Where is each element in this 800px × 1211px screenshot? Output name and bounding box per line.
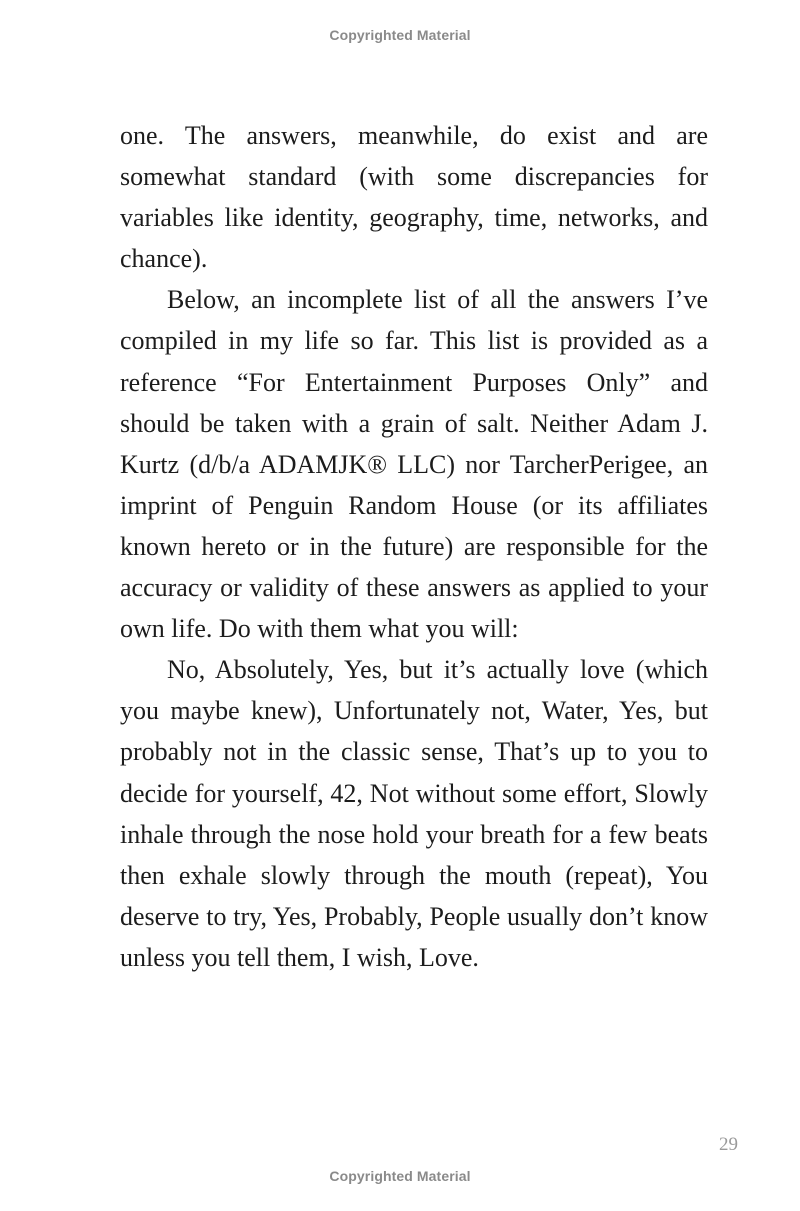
paragraph-continuation: one. The answers, meanwhile, do exist and are somewhat standard (with some discrepancies for variables like identity, geography, time, networks, and chance).: [120, 121, 708, 274]
paragraph-answers-list: No, Absolutely, Yes, but it’s actually love (which you maybe knew), Unfortunately not, Water, Yes, but probably not in the classic sense, That’s up to you to decide for yourself, 42, Not without some effort, Slowly inhale through the nose hold your breath for a few beats then exhale slowly through the mouth (repeat), You deserve to try, Yes, Probably, People usually don’t know unless you tell them, I wish, Love.: [120, 655, 708, 972]
paragraph-disclaimer: Below, an incomplete list of all the answers I’ve compiled in my life so far. This list is provided as a reference “For Entertainment Purposes Only” and should be taken with a grain of salt. Neither Adam J. Kurtz (d/b/a ADAMJK® LLC) nor TarcherPerigee, an imprint of Penguin Random House (or its affiliates known hereto or in the future) are responsible for the accuracy or validity of these answers as applied to your own life. Do with them what you will:: [120, 285, 708, 644]
page-number: 29: [719, 1134, 738, 1155]
copyright-watermark-top: Copyrighted Material: [329, 27, 471, 43]
page-body-text: [120, 115, 708, 978]
copyright-watermark-bottom: Copyrighted Material: [329, 1168, 471, 1184]
